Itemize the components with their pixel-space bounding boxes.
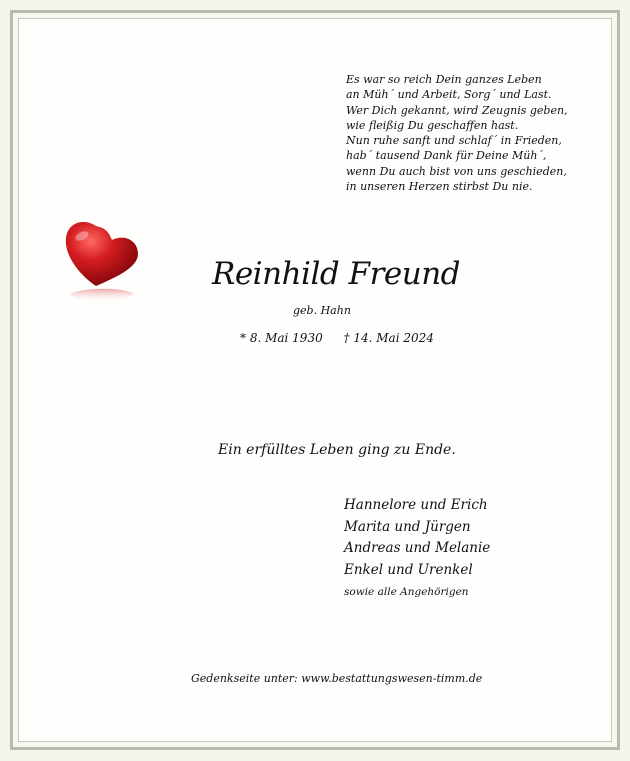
- poem-line: in unseren Herzen stirbst Du nie.: [346, 180, 533, 194]
- heart-shape: [66, 222, 138, 286]
- heart-icon: [60, 218, 146, 314]
- closing-line: Ein erfülltes Leben ging zu Ende.: [218, 442, 456, 458]
- poem-line: hab´ tausend Dank für Deine Müh´,: [346, 149, 547, 163]
- maiden-name: geb. Hahn: [293, 304, 351, 317]
- mourner: Andreas und Melanie: [344, 540, 491, 556]
- poem-line: wie fleißig Du geschaffen hast.: [346, 118, 519, 132]
- poem-line: Wer Dich gekannt, wird Zeugnis geben,: [346, 103, 568, 117]
- birth-date: * 8. Mai 1930: [240, 331, 323, 345]
- mourners-note: sowie alle Angehörigen: [344, 586, 469, 598]
- poem-line: Nun ruhe sanft und schlaf´ in Frieden,: [346, 134, 562, 148]
- life-dates: [240, 331, 434, 345]
- poem: [346, 72, 568, 194]
- deceased-name: Reinhild Freund: [212, 256, 461, 292]
- mourner: Enkel und Urenkel: [344, 561, 473, 578]
- mourners-list: [344, 495, 490, 603]
- heart-reflection: [70, 289, 134, 303]
- mourner: Marita und Jürgen: [344, 518, 471, 535]
- poem-line: an Müh´ und Arbeit, Sorg´ und Last.: [346, 88, 552, 102]
- memorial-page-link: Gedenkseite unter: www.bestattungswesen-timm.de: [191, 672, 483, 685]
- death-date: † 14. Mai 2024: [343, 331, 434, 345]
- poem-line: wenn Du auch bist von uns geschieden,: [346, 164, 567, 178]
- mourner: Hannelore und Erich: [344, 497, 488, 513]
- poem-line: Es war so reich Dein ganzes Leben: [346, 73, 542, 86]
